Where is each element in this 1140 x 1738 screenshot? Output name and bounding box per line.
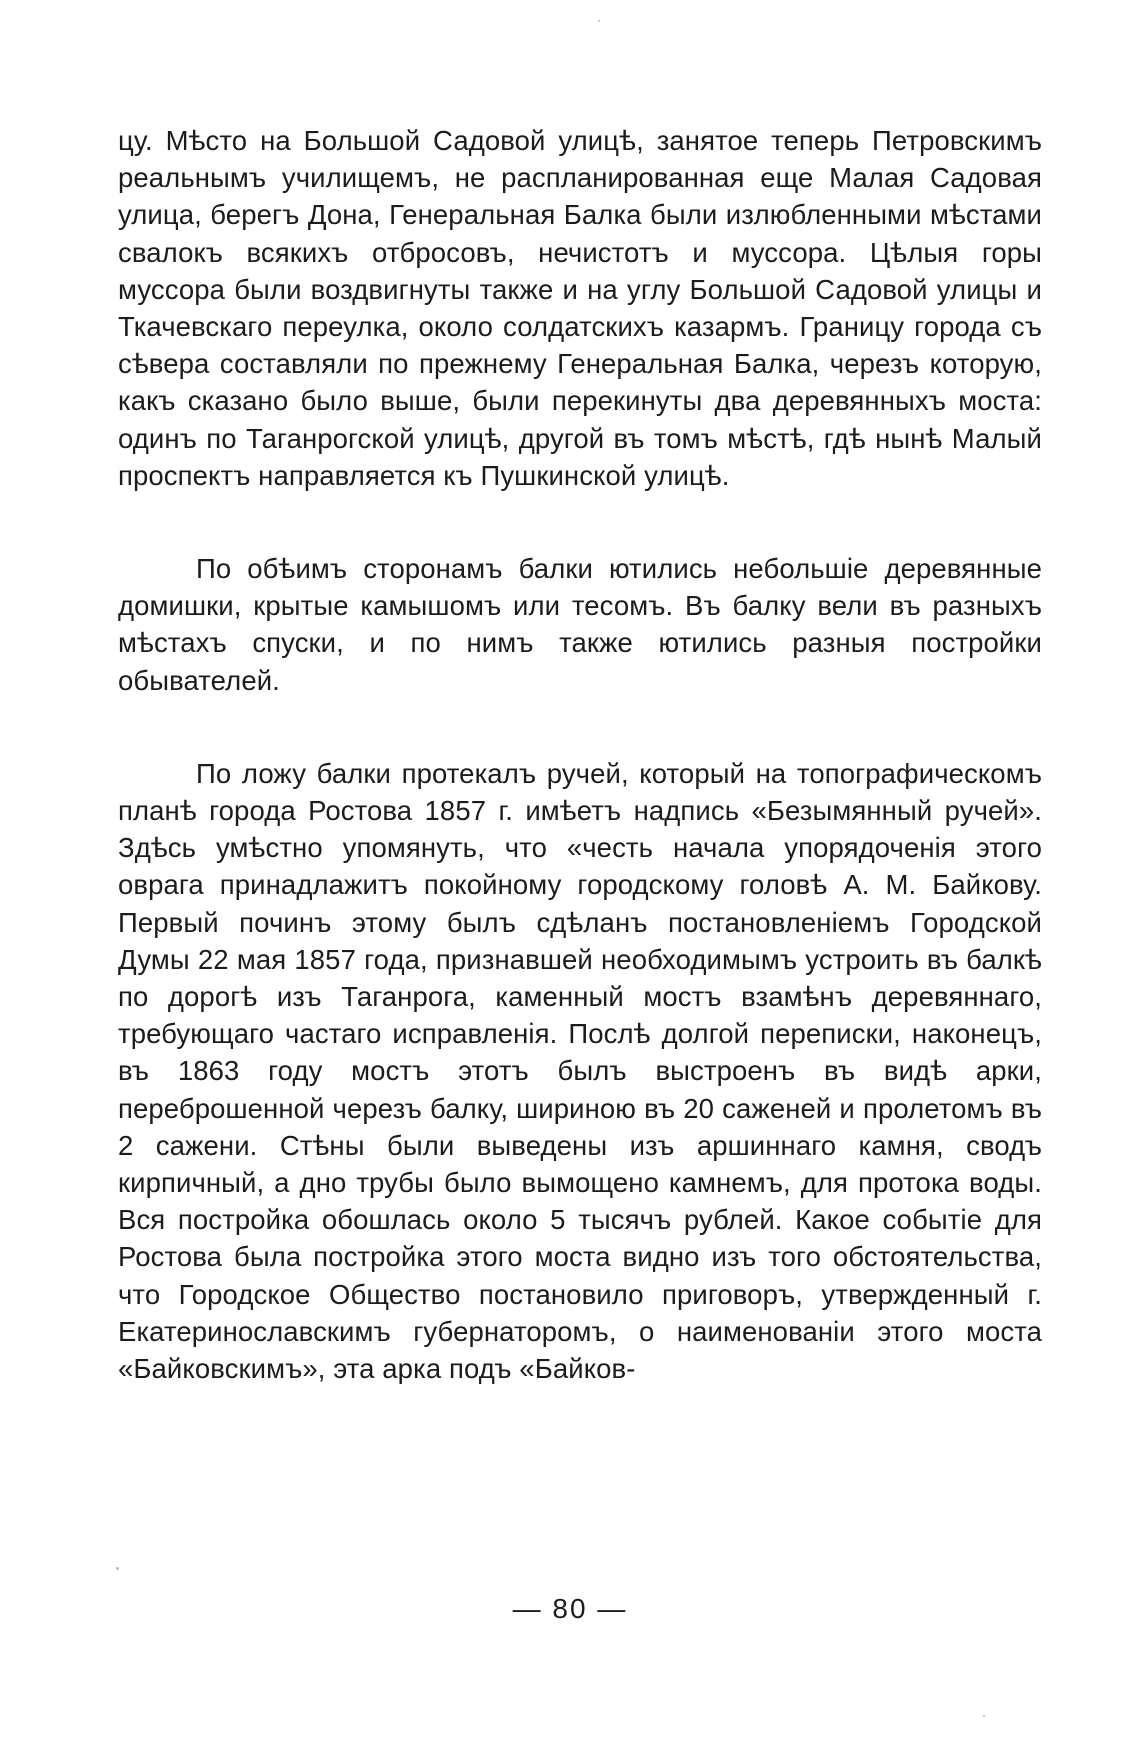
body-text: [118, 122, 1042, 1387]
paragraph: По обѣимъ сторонамъ балки ютились небольшіе деревянные домишки, крытые камышомъ или тесомъ. Въ балку вели въ разныхъ мѣстахъ спуски, и по нимъ также ютились разныя постройки обывателей.: [118, 553, 1042, 696]
paper-speck: [598, 20, 600, 22]
paragraph-gap: [118, 494, 1042, 550]
paper-speck: [983, 1715, 985, 1717]
paragraph-gap: [118, 699, 1042, 755]
paper-speck: [116, 1567, 119, 1570]
paragraph: цу. Мѣсто на Большой Садовой улицѣ, занятое теперь Петровскимъ реальнымъ училищемъ, не распланированная еще Малая Садовая улица, берегъ Дона, Генеральная Балка были излюбленными мѣстами свалокъ всякихъ отбросовъ, нечистотъ и муссора. Цѣлыя горы муссора были воздвигнуты также и на углу Большой Садовой улицы и Ткачевскаго переулка, около солдатскихъ казармъ. Границу города съ сѣвера составляли по прежнему Генеральная Балка, черезъ которую, какъ сказано было выше, были перекинуты два деревянныхъ моста: одинъ по Таганрогской улицѣ, другой въ томъ мѣстѣ, гдѣ нынѣ Малый проспектъ направляется къ Пушкинской улицѣ.: [118, 125, 1042, 491]
paragraph: По ложу балки протекалъ ручей, который на топографическомъ планѣ города Ростова 1857 г. имѣетъ надпись «Безымянный ручей». Здѣсь умѣстно упомянуть, что «честь начала упорядоченія этого оврага принадлажитъ покойному городскому головѣ А. М. Байкову. Первый починъ этому былъ сдѣланъ постановленіемъ Городской Думы 22 мая 1857 года, признавшей необходимымъ устроить въ балкѣ по дорогѣ изъ Таганрога, каменный мостъ взамѣнъ деревяннаго, требующаго частаго исправленія. Послѣ долгой переписки, наконецъ, въ 1863 году мостъ этотъ былъ выстроенъ въ видѣ арки, переброшенной черезъ балку, шириною въ 20 саженей и пролетомъ въ 2 сажени. Стѣны были выведены изъ аршиннаго камня, сводъ кирпичный, а дно трубы было вымощено камнемъ, для протока воды. Вся постройка обошлась около 5 тысячъ рублей. Какое событіе для Ростова была постройка этого моста видно изъ того обстоятельства, что Городское Общество постановило приговоръ, утвержденный г. Екатеринославскимъ губернаторомъ, о наименованіи этого моста «Байковскимъ», эта арка подъ «Байков-: [118, 757, 1042, 1385]
page-number: — 80 —: [512, 1593, 628, 1624]
